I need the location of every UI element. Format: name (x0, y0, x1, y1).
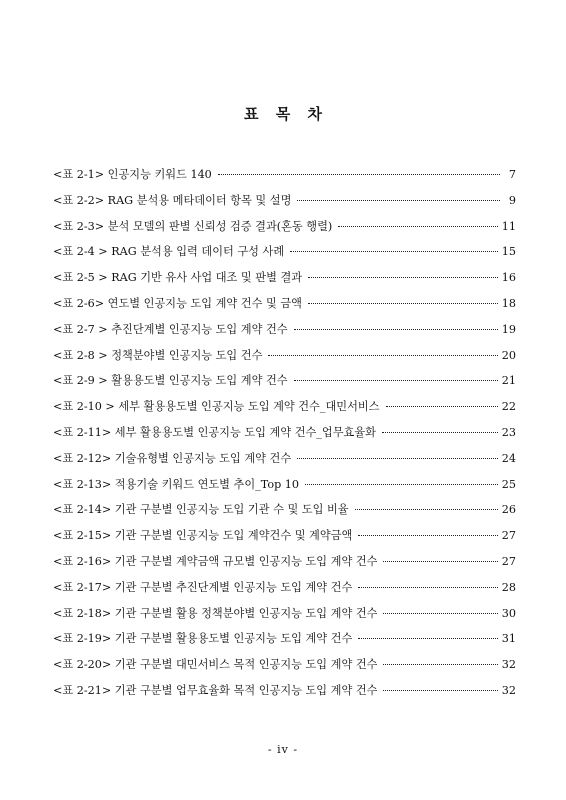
toc-entry-label: <표 2-7 > 추진단계별 인공지능 도입 계약 건수 (53, 322, 288, 336)
toc-dot-leader (294, 329, 498, 330)
toc-entry-label: <표 2-9 > 활용용도별 인공지능 도입 계약 건수 (53, 374, 288, 388)
toc-entry-page-number: 23 (501, 425, 516, 439)
toc-dot-leader (358, 638, 497, 639)
toc-entry-label: <표 2-4 > RAG 분석용 입력 데이터 구성 사례 (53, 245, 285, 259)
toc-dot-leader (358, 587, 497, 588)
toc-entry[interactable] (53, 398, 516, 424)
page-title: 표 목 차 (244, 105, 328, 123)
toc-entry-page-number: 9 (508, 193, 516, 207)
toc-dot-leader (338, 226, 497, 227)
toc-dot-leader (305, 484, 498, 485)
toc-dot-leader (382, 432, 498, 433)
toc-dot-leader (297, 200, 500, 201)
toc-entry-label: <표 2-5 > RAG 기반 유사 사업 대조 및 판별 결과 (53, 271, 303, 285)
toc-entry-label: <표 2-13> 적용기술 키워드 연도별 추이_Top 10 (53, 477, 300, 491)
toc-entry-label: <표 2-15> 기관 구분별 인공지능 도입 계약건수 및 계약금액 (53, 529, 353, 543)
toc-dot-leader (308, 277, 498, 278)
toc-entry[interactable] (53, 527, 516, 553)
toc-entry-page-number: 7 (508, 168, 516, 181)
toc-entry[interactable] (53, 656, 516, 682)
toc-entry[interactable] (53, 450, 516, 476)
toc-entry-label: <표 2-16> 기관 구분별 계약금액 규모별 인공지능 도입 계약 건수 (53, 554, 378, 568)
toc-entry[interactable] (53, 424, 516, 450)
toc-entry-page-number: 11 (501, 219, 516, 233)
toc-entry[interactable] (53, 630, 516, 656)
toc-entry-label: <표 2-20> 기관 구분별 대민서비스 목적 인공지능 도입 계약 건수 (53, 658, 378, 672)
toc-dot-leader (218, 174, 500, 175)
toc-entry-label: <표 2-12> 기술유형별 인공지능 도입 계약 건수 (53, 451, 292, 465)
toc-entry-page-number: 28 (501, 580, 516, 594)
toc-entry-page-number: 27 (501, 529, 516, 543)
toc-entry[interactable] (53, 243, 516, 269)
toc-entry[interactable] (53, 476, 516, 502)
toc-entry-page-number: 30 (501, 606, 516, 620)
toc-entry-page-number: 25 (501, 477, 516, 491)
toc-entry[interactable] (53, 295, 516, 321)
toc-dot-leader (290, 251, 498, 252)
toc-entry-page-number: 16 (501, 271, 516, 285)
toc-dot-leader (358, 535, 497, 536)
toc-dot-leader (294, 380, 498, 381)
toc-entry-page-number: 27 (501, 554, 516, 568)
toc-entry[interactable] (53, 579, 516, 605)
toc-entry[interactable] (53, 501, 516, 527)
toc-entry-label: <표 2-17> 기관 구분별 추진단계별 인공지능 도입 계약 건수 (53, 580, 353, 594)
toc-entry-page-number: 18 (501, 296, 516, 310)
toc-entry-label: <표 2-8 > 정책분야별 인공지능 도입 건수 (53, 348, 263, 362)
toc-entry[interactable] (53, 192, 516, 218)
toc-entry-label: <표 2-14> 기관 구분별 인공지능 도입 기관 수 및 도입 비율 (53, 503, 349, 517)
page-number-footer: - iv - (267, 743, 299, 756)
toc-entry[interactable] (53, 605, 516, 631)
toc-entry[interactable] (53, 682, 516, 708)
toc-entry-page-number: 21 (501, 374, 516, 388)
toc-entry[interactable] (53, 166, 516, 192)
toc-entry[interactable] (53, 321, 516, 347)
toc-dot-leader (383, 613, 497, 614)
toc-dot-leader (386, 406, 498, 407)
toc-entry-page-number: 26 (501, 503, 516, 517)
toc-entry[interactable] (53, 372, 516, 398)
toc-entry-page-number: 15 (501, 245, 516, 259)
toc-dot-leader (383, 690, 497, 691)
toc-entry-label: <표 2-19> 기관 구분별 활용용도별 인공지능 도입 계약 건수 (53, 632, 353, 646)
toc-dot-leader (268, 355, 497, 356)
toc-entry-label: <표 2-1> 인공지능 키워드 140 (53, 168, 212, 181)
toc-entry-page-number: 32 (501, 683, 516, 697)
toc-entry[interactable] (53, 218, 516, 244)
toc-entry-page-number: 24 (501, 451, 516, 465)
toc-entry-page-number: 32 (501, 658, 516, 672)
toc-entry-label: <표 2-6> 연도별 인공지능 도입 계약 건수 및 금액 (53, 296, 302, 310)
toc-dot-leader (308, 303, 498, 304)
toc-entry-label: <표 2-2> RAG 분석용 메타데이터 항목 및 설명 (53, 193, 292, 207)
toc-entry-label: <표 2-21> 기관 구분별 업무효율화 목적 인공지능 도입 계약 건수 (53, 683, 378, 697)
toc-dot-leader (297, 458, 498, 459)
toc-entry[interactable] (53, 553, 516, 579)
toc-entry-label: <표 2-10 > 세부 활용용도별 인공지능 도입 계약 건수_대민서비스 (53, 400, 380, 414)
toc-dot-leader (383, 561, 497, 562)
toc-dot-leader (383, 664, 497, 665)
toc-entry-page-number: 19 (501, 322, 516, 336)
toc-entry[interactable] (53, 269, 516, 295)
toc-entry[interactable] (53, 347, 516, 373)
toc-entry-label: <표 2-3> 분석 모델의 판별 신뢰성 검증 결과(혼동 행렬) (53, 219, 333, 233)
table-of-contents (53, 166, 516, 708)
toc-entry-page-number: 31 (501, 632, 516, 646)
toc-entry-page-number: 20 (501, 348, 516, 362)
toc-entry-page-number: 22 (501, 400, 516, 414)
toc-entry-label: <표 2-18> 기관 구분별 활용 정책분야별 인공지능 도입 계약 건수 (53, 606, 378, 620)
toc-dot-leader (355, 509, 498, 510)
toc-entry-label: <표 2-11> 세부 활용용도별 인공지능 도입 계약 건수_업무효율화 (53, 425, 376, 439)
